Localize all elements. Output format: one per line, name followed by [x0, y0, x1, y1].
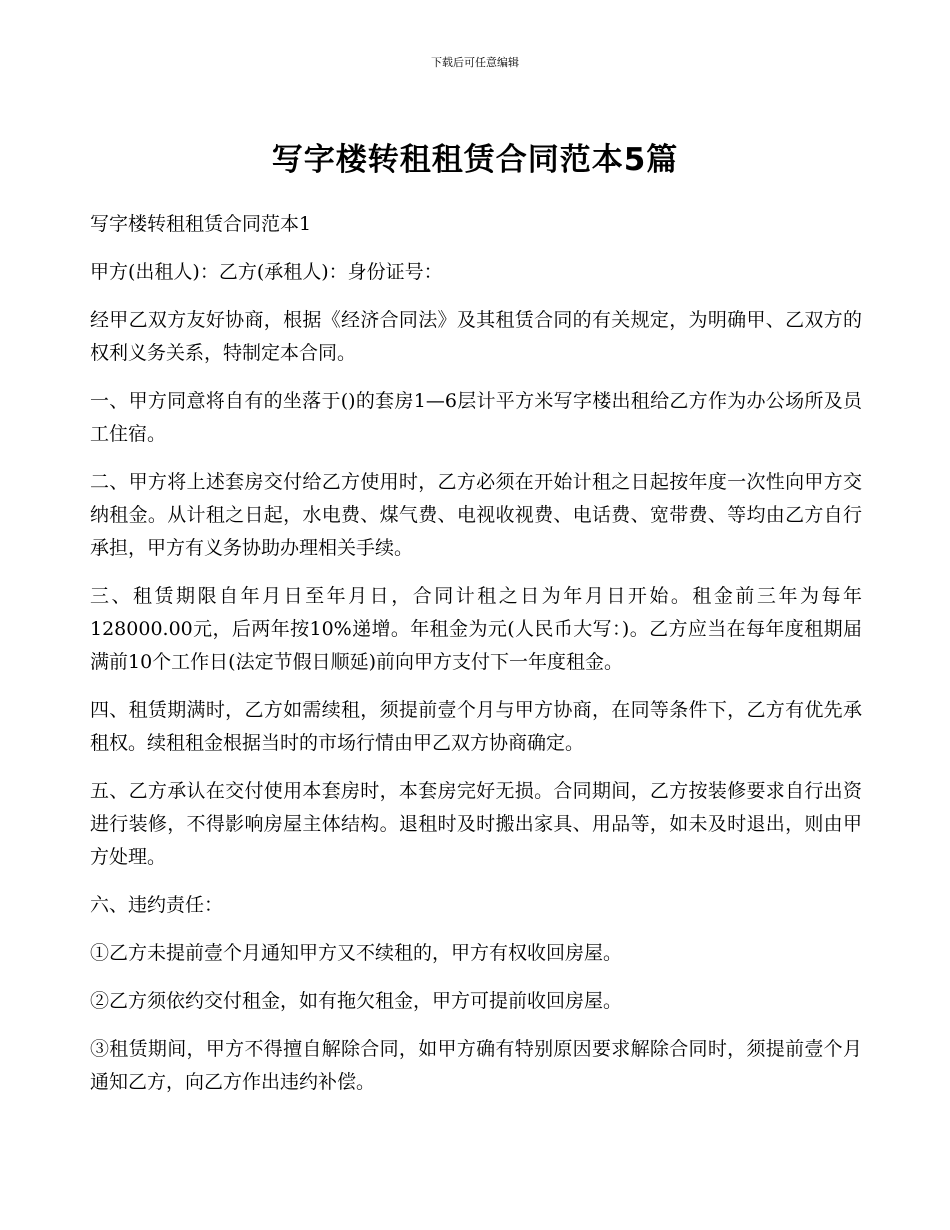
document-title: 写字楼转租租赁合同范本5篇 [271, 142, 679, 178]
clause-6-item-3: ③租赁期间，甲方不得擅自解除合同，如甲方确有特别原因要求解除合同时，须提前壹个月通知乙方，向乙方作出违约补偿。 [90, 1038, 862, 1093]
clause-4: 四、租赁期满时，乙方如需续租，须提前壹个月与甲方协商，在同等条件下，乙方有优先承租权。续租租金根据当时的市场行情由甲乙双方协商确定。 [90, 699, 862, 754]
clause-1: 一、甲方同意将自有的坐落于()的套房1—6层计平方米写字楼出租给乙方作为办公场所及员工住宿。 [90, 390, 862, 445]
parties-line: 甲方(出租人)：乙方(承租人)：身份证号： [90, 261, 443, 283]
clause-5: 五、乙方承认在交付使用本套房时，本套房完好无损。合同期间，乙方按装修要求自行出资进行装修，不得影响房屋主体结构。退租时及时搬出家具、用品等，如未及时退出，则由甲方处理。 [90, 780, 862, 868]
section-heading: 写字楼转租租赁合同范本1 [90, 213, 312, 235]
document-body [90, 208, 862, 1114]
header-note: 下载后可任意编辑 [431, 56, 519, 69]
clause-6-heading: 六、违约责任： [90, 894, 224, 916]
clause-6-item-1: ①乙方未提前壹个月通知甲方又不续租的，甲方有权收回房屋。 [90, 942, 623, 964]
preamble-paragraph: 经甲乙双方友好协商，根据《经济合同法》及其租赁合同的有关规定，为明确甲、乙双方的权利义务关系，特制定本合同。 [90, 309, 862, 364]
clause-6-item-2: ②乙方须依约交付租金，如有拖欠租金，甲方可提前收回房屋。 [90, 990, 623, 1012]
clause-2: 二、甲方将上述套房交付给乙方使用时，乙方必须在开始计租之日起按年度一次性向甲方交纳租金。从计租之日起，水电费、煤气费、电视收视费、电话费、宽带费、等均由乙方自行承担，甲方有义务协助办理相关手续。 [90, 471, 862, 559]
clause-3: 三、租赁期限自年月日至年月日，合同计租之日为年月日开始。租金前三年为每年128000.00元，后两年按10%递增。年租金为元(人民币大写：)。乙方应当在每年度租期届满前10个工作日(法定节假日顺延)前向甲方支付下一年度租金。 [90, 585, 862, 673]
